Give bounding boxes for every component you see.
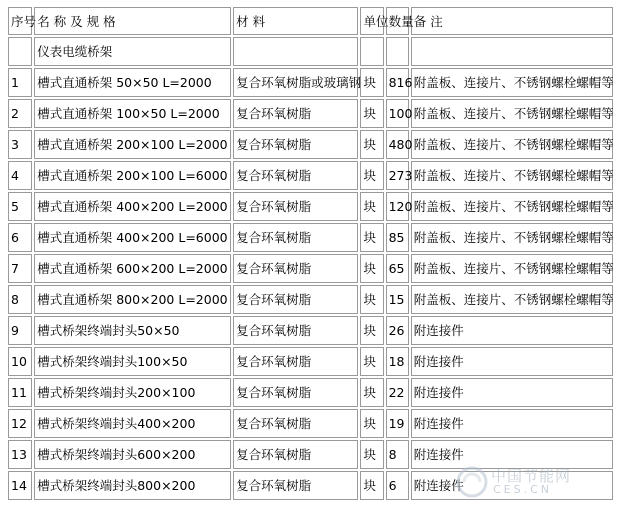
table-row <box>8 99 613 128</box>
cell-no: 2 <box>8 99 32 128</box>
cell-unit: 块 <box>360 285 383 314</box>
cell-material: 复合环氧树脂 <box>233 316 358 345</box>
header-material: 材 料 <box>233 7 358 35</box>
cell-note: 附连接件 <box>411 440 613 469</box>
cell-no: 3 <box>8 130 32 159</box>
header-name: 名 称 及 规 格 <box>34 7 231 35</box>
cell-unit: 块 <box>360 316 383 345</box>
cell-name: 槽式直通桥架 400×200 L=6000 <box>34 223 231 252</box>
watermark-text-en: CES.CN <box>493 483 553 496</box>
watermark-logo-icon <box>455 465 489 499</box>
cell-no: 9 <box>8 316 32 345</box>
cell-note: 附盖板、连接片、不锈钢螺栓螺帽等 <box>411 161 613 190</box>
cell-unit: 块 <box>360 378 383 407</box>
cell-name: 槽式直通桥架 200×100 L=2000 <box>34 130 231 159</box>
cell-note: 附盖板、连接片、不锈钢螺栓螺帽等 <box>411 254 613 283</box>
cell-qty: 273 <box>386 161 409 190</box>
cell-material: 复合环氧树脂 <box>233 285 358 314</box>
table-row <box>8 37 613 66</box>
cell-qty: 26 <box>386 316 409 345</box>
cell-qty: 480 <box>386 130 409 159</box>
cell-qty: 6 <box>386 471 409 500</box>
table-row <box>8 409 613 438</box>
header-qty: 数量 <box>386 7 409 35</box>
cell-name: 仪表电缆桥架 <box>34 37 231 66</box>
cell-name: 槽式直通桥架 600×200 L=2000 <box>34 254 231 283</box>
table-row <box>8 192 613 221</box>
cell-no: 8 <box>8 285 32 314</box>
cell-note: 附盖板、连接片、不锈钢螺栓螺帽等 <box>411 99 613 128</box>
cell-qty: 19 <box>386 409 409 438</box>
cell-qty: 65 <box>386 254 409 283</box>
cell-no: 1 <box>8 68 32 97</box>
cell-unit: 块 <box>360 223 383 252</box>
cell-note: 附连接件 <box>411 471 613 500</box>
cell-material: 复合环氧树脂 <box>233 409 358 438</box>
table-row <box>8 68 613 97</box>
cell-note: 附连接件 <box>411 409 613 438</box>
cell-qty: 85 <box>386 223 409 252</box>
table-row <box>8 161 613 190</box>
header-no: 序号 <box>8 7 32 35</box>
cell-unit: 块 <box>360 161 383 190</box>
cell-material: 复合环氧树脂 <box>233 99 358 128</box>
cell-note: 附盖板、连接片、不锈钢螺栓螺帽等 <box>411 192 613 221</box>
header-note: 备 注 <box>411 7 613 35</box>
cell-note: 附盖板、连接片、不锈钢螺栓螺帽等 <box>411 285 613 314</box>
cell-unit: 块 <box>360 68 383 97</box>
header-unit: 单位 <box>360 7 383 35</box>
cell-note: 附盖板、连接片、不锈钢螺栓螺帽等 <box>411 68 613 97</box>
cell-note <box>411 37 613 66</box>
cell-qty: 120 <box>386 192 409 221</box>
cell-material: 复合环氧树脂 <box>233 440 358 469</box>
cell-name: 槽式桥架终端封头800×200 <box>34 471 231 500</box>
cell-name: 槽式桥架终端封头50×50 <box>34 316 231 345</box>
cell-qty: 8 <box>386 440 409 469</box>
cell-material: 复合环氧树脂 <box>233 254 358 283</box>
cell-qty: 22 <box>386 378 409 407</box>
cell-no: 11 <box>8 378 32 407</box>
cell-note: 附连接件 <box>411 316 613 345</box>
cell-note: 附连接件 <box>411 378 613 407</box>
cell-name: 槽式直通桥架 200×100 L=6000 <box>34 161 231 190</box>
cell-name: 槽式桥架终端封头200×100 <box>34 378 231 407</box>
cell-material: 复合环氧树脂 <box>233 161 358 190</box>
table-row <box>8 378 613 407</box>
cell-no: 12 <box>8 409 32 438</box>
cell-qty: 100 <box>386 99 409 128</box>
cell-name: 槽式直通桥架 800×200 L=2000 <box>34 285 231 314</box>
cell-no: 6 <box>8 223 32 252</box>
cell-no: 5 <box>8 192 32 221</box>
cell-unit: 块 <box>360 130 383 159</box>
cell-unit: 块 <box>360 254 383 283</box>
cell-material: 复合环氧树脂 <box>233 347 358 376</box>
cell-no: 14 <box>8 471 32 500</box>
cell-material: 复合环氧树脂或玻璃钢 <box>233 68 358 97</box>
table-row <box>8 347 613 376</box>
cell-name: 槽式直通桥架 50×50 L=2000 <box>34 68 231 97</box>
cell-name: 槽式直通桥架 100×50 L=2000 <box>34 99 231 128</box>
cell-qty <box>386 37 409 66</box>
cell-material: 复合环氧树脂 <box>233 192 358 221</box>
cell-material <box>233 37 358 66</box>
cell-note: 附连接件 <box>411 347 613 376</box>
cell-qty: 18 <box>386 347 409 376</box>
cell-name: 槽式桥架终端封头100×50 <box>34 347 231 376</box>
cell-material: 复合环氧树脂 <box>233 223 358 252</box>
cell-no: 4 <box>8 161 32 190</box>
cell-no: 7 <box>8 254 32 283</box>
watermark-text-cn: 中国节能网 <box>491 467 572 485</box>
cell-no: 10 <box>8 347 32 376</box>
cell-name: 槽式桥架终端封头600×200 <box>34 440 231 469</box>
cell-material: 复合环氧树脂 <box>233 130 358 159</box>
cell-no: 13 <box>8 440 32 469</box>
cell-no <box>8 37 32 66</box>
cell-note: 附盖板、连接片、不锈钢螺栓螺帽等 <box>411 130 613 159</box>
cell-material: 复合环氧树脂 <box>233 471 358 500</box>
cell-material: 复合环氧树脂 <box>233 378 358 407</box>
watermark <box>455 465 605 499</box>
cell-unit: 块 <box>360 347 383 376</box>
cell-note: 附盖板、连接片、不锈钢螺栓螺帽等 <box>411 223 613 252</box>
cell-name: 槽式直通桥架 400×200 L=2000 <box>34 192 231 221</box>
cell-qty: 15 <box>386 285 409 314</box>
cell-qty: 816 <box>386 68 409 97</box>
cell-unit: 块 <box>360 409 383 438</box>
table-row <box>8 223 613 252</box>
table-row <box>8 285 613 314</box>
cell-unit: 块 <box>360 440 383 469</box>
cell-name: 槽式桥架终端封头400×200 <box>34 409 231 438</box>
materials-table <box>6 5 615 502</box>
table-row <box>8 130 613 159</box>
header-row <box>8 7 613 35</box>
cell-unit: 块 <box>360 192 383 221</box>
cell-unit: 块 <box>360 471 383 500</box>
cell-unit <box>360 37 383 66</box>
table-row <box>8 254 613 283</box>
table-row <box>8 316 613 345</box>
cell-unit: 块 <box>360 99 383 128</box>
